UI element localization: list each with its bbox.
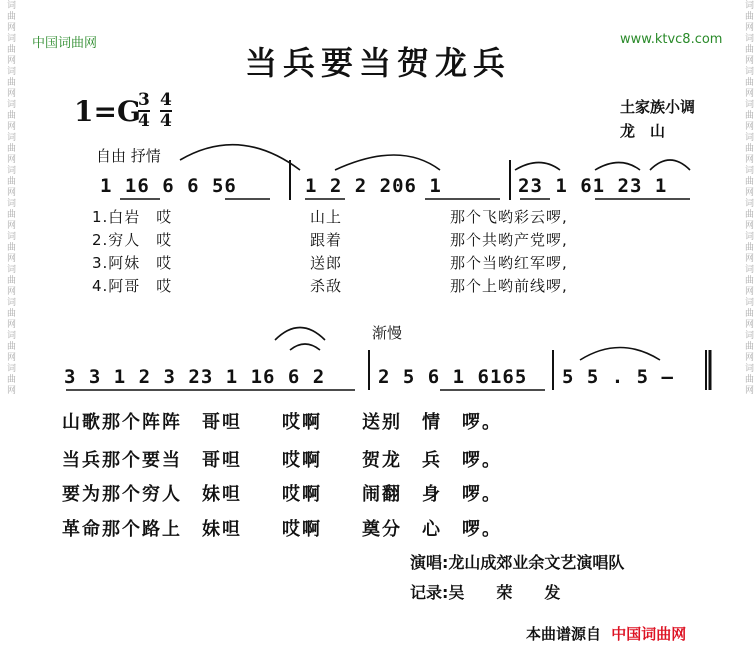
credit-performer: 演唱:龙山成郊业余文艺演唱队 xyxy=(410,553,625,572)
lyric-line2-verse1: 山歌那个阵阵 哥呾 哎啊 送别 情 啰。 xyxy=(62,412,502,433)
left-margin-watermark: 词曲网词曲网词曲网词曲网词曲网词曲网词曲网词曲网词曲网词曲网词曲网词曲网 xyxy=(5,0,15,396)
lyric-verse4-b: 杀敌 xyxy=(310,277,343,295)
lyric-verse1-a: 1.白岩 哎 xyxy=(92,208,173,226)
footer-source: 本曲谱源自 中国词曲网 xyxy=(526,625,687,643)
source-genre: 土家族小调 xyxy=(620,98,696,116)
song-title: 当兵要当贺龙兵 xyxy=(244,44,511,82)
expression-marking-2: 渐慢 xyxy=(372,324,403,342)
lyric-line2-verse4: 革命那个路上 妹呾 哎啊 奠分 心 啰。 xyxy=(62,519,502,540)
time-signature-3-4: 3 4 xyxy=(138,90,150,131)
notes-line1-measure1: 1 16 6 6 56 xyxy=(100,175,237,197)
notes-line1-measure3: 23 1 61 23 1 xyxy=(518,175,668,197)
lyric-verse2-b: 跟着 xyxy=(310,231,343,249)
lyric-verse2-a: 2.穷人 哎 xyxy=(92,231,173,249)
expression-marking-1: 自由 抒情 xyxy=(96,147,161,165)
lyric-line2-verse2: 当兵那个要当 哥呾 哎啊 贺龙 兵 啰。 xyxy=(62,450,502,471)
lyric-verse3-b: 送郎 xyxy=(310,254,343,272)
lyric-verse2-c: 那个共哟产党啰, xyxy=(450,231,568,249)
credit-recorder: 记录:吴 荣 发 xyxy=(410,583,561,602)
lyric-verse4-a: 4.阿哥 哎 xyxy=(92,277,173,295)
lyric-verse1-c: 那个飞哟彩云啰, xyxy=(450,208,568,226)
site-url: www.ktvc8.com xyxy=(620,32,723,47)
site-watermark-top: 中国词曲网 xyxy=(32,36,98,51)
time-signature-4-4: 4 4 xyxy=(160,90,172,131)
lyric-verse4-c: 那个上哟前线啰, xyxy=(450,277,568,295)
notes-line2-measure1: 3 3 1 2 3 23 1 16 6 2 xyxy=(64,366,326,388)
lyric-verse3-a: 3.阿妹 哎 xyxy=(92,254,173,272)
lyric-verse1-b: 山上 xyxy=(310,208,343,226)
key-signature: 1=G xyxy=(74,95,141,128)
right-margin-watermark: 词曲网词曲网词曲网词曲网词曲网词曲网词曲网词曲网词曲网词曲网词曲网词曲网 xyxy=(743,0,753,396)
notes-line1-measure2: 1 2 2 206 1 xyxy=(305,175,442,197)
lyric-verse3-c: 那个当哟红军啰, xyxy=(450,254,568,272)
notes-line2-measure3: 5 5 . 5 — xyxy=(562,366,674,388)
notes-line2-measure2: 2 5 6 1 6165 xyxy=(378,366,528,388)
lyric-line2-verse3: 要为那个穷人 妹呾 哎啊 闹翻 身 啰。 xyxy=(62,484,502,505)
source-place: 龙 山 xyxy=(620,122,666,140)
